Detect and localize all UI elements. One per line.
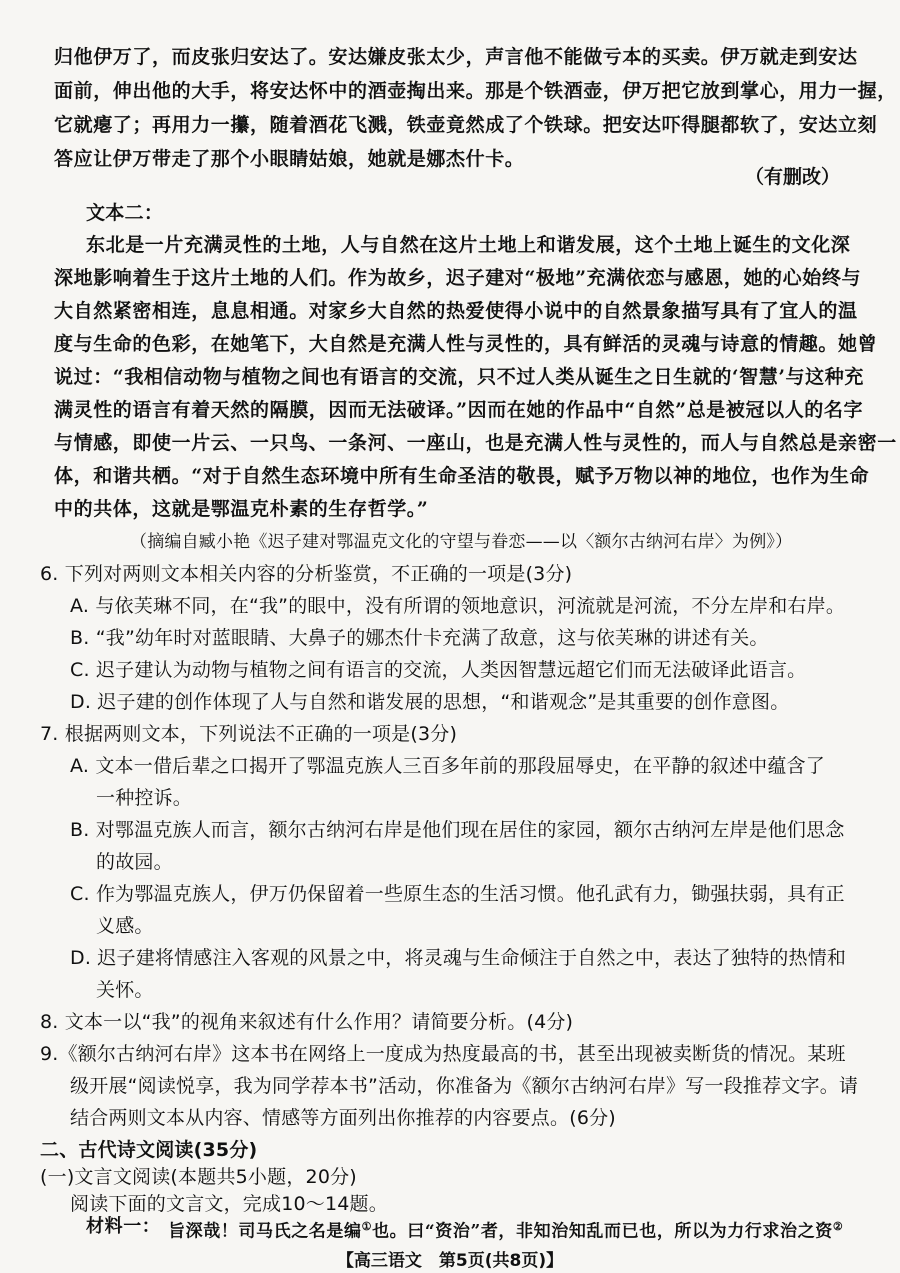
q8-stem: 8. 文本一以“我”的视角来叙述有什么作用？请简要分析。(4分) bbox=[40, 1011, 574, 1033]
classical-text-a: 旨深哉！司马氏之名是编 bbox=[168, 1221, 362, 1242]
text2-line-4: 度与生命的色彩，在她笔下，大自然是充满人性与灵性的，具有鲜活的灵魂与诗意的情趣。她曾 bbox=[54, 333, 878, 355]
q7-option-c: C. 作为鄂温克族人，伊万仍保留着一些原生态的生活习惯。他孔武有力，锄强扶弱，具有正 bbox=[70, 883, 845, 905]
text2-line-8: 体，和谐共栖。“对于自然生态环境中所有生命圣洁的敬畏，赋予万物以神的地位，也作为生命 bbox=[54, 465, 870, 487]
q7-option-a: A. 文本一借后辈之口揭开了鄂温克族人三百多年前的那段屈辱史，在平静的叙述中蕴含了 bbox=[70, 755, 825, 777]
footnote-marker-2: ② bbox=[832, 1220, 844, 1233]
q7-option-b-cont: 的故园。 bbox=[96, 851, 173, 873]
text1-line-4: 答应让伊万带走了那个小眼睛姑娘，她就是娜杰什卡。 bbox=[54, 148, 525, 170]
q7-option-d-cont: 关怀。 bbox=[96, 979, 154, 1001]
q6-stem: 6. 下列对两则文本相关内容的分析鉴赏，不正确的一项是(3分) bbox=[40, 563, 573, 585]
text2-line-3: 大自然紧密相连，息息相通。对家乡大自然的热爱使得小说中的自然景象描写具有了宜人的温 bbox=[54, 300, 858, 322]
footnote-marker-1: ① bbox=[361, 1220, 373, 1233]
q9-line-2: 级开展“阅读悦享，我为同学荐本书”活动，你准备为《额尔古纳河右岸》写一段推荐文字。请 bbox=[70, 1075, 859, 1097]
page-footer: 【高三语文 第5页(共8页)】 bbox=[336, 1251, 564, 1271]
q9-line-3: 结合两则文本从内容、情感等方面列出你推荐的内容要点。(6分) bbox=[70, 1107, 616, 1129]
q6-option-d: D. 迟子建的创作体现了人与自然和谐发展的思想，“和谐观念”是其重要的创作意图。 bbox=[70, 691, 790, 713]
q7-option-d: D. 迟子建将情感注入客观的风景之中，将灵魂与生命倾注于自然之中，表达了独特的热情和 bbox=[70, 947, 847, 969]
material-1-label: 材料一： bbox=[86, 1216, 161, 1237]
classical-text-line bbox=[168, 1214, 843, 1245]
text2-line-7: 与情感，即使一片云、一只鸟、一条河、一座山，也是充满人性与灵性的，而人与自然总是亲密一 bbox=[54, 432, 897, 454]
text2-line-6: 满灵性的语言有着天然的隔膜，因而无法破译。”因而在她的作品中“自然”总是被冠以人的名字 bbox=[54, 399, 864, 421]
q6-option-c: C. 迟子建认为动物与植物之间有语言的交流，人类因智慧远超它们而无法破译此语言。 bbox=[70, 659, 807, 681]
text2-heading: 文本二： bbox=[86, 202, 164, 224]
q7-option-a-cont: 一种控诉。 bbox=[96, 787, 193, 809]
q6-option-b: B. “我”幼年时对蓝眼睛、大鼻子的娜杰什卡充满了敌意，这与依芙琳的讲述有关。 bbox=[70, 627, 769, 649]
q7-option-c-cont: 义感。 bbox=[96, 915, 154, 937]
q6-option-a: A. 与依芙琳不同，在“我”的眼中，没有所谓的领地意识，河流就是河流，不分左岸和右岸。 bbox=[70, 595, 846, 617]
text2-line-9: 中的共体，这就是鄂温克朴素的生存哲学。” bbox=[54, 498, 429, 520]
q7-option-b: B. 对鄂温克族人而言，额尔古纳河右岸是他们现在居住的家园，额尔古纳河左岸是他们思念 bbox=[70, 819, 845, 841]
text1-revision-note: （有删改） bbox=[744, 166, 840, 188]
text1-line-3: 它就瘪了；再用力一攥，随着酒花飞溅，铁壶竟然成了个铁球。把安达吓得腿都软了，安达立刻 bbox=[54, 114, 878, 136]
text2-source: （摘编自臧小艳《迟子建对鄂温克文化的守望与眷恋——以〈额尔古纳河右岸〉为例》） bbox=[130, 532, 793, 552]
classical-text-b: 也。曰“资治”者，非知治知乱而已也，所以为力行求治之资 bbox=[372, 1221, 833, 1242]
q9-line-1: 9.《额尔古纳河右岸》这本书在网络上一度成为热度最高的书，甚至出现被卖断货的情况。某班 bbox=[40, 1043, 846, 1065]
section-2-heading: 二、古代诗文阅读(35分) bbox=[40, 1139, 258, 1161]
text2-line-2: 深地影响着生于这片土地的人们。作为故乡，迟子建对“极地”充满依恋与感恩，她的心始终与 bbox=[54, 267, 862, 289]
text1-line-2: 面前，伸出他的大手，将安达怀中的酒壶掏出来。那是个铁酒壶，伊万把它放到掌心，用力一握， bbox=[54, 80, 897, 102]
text2-line-1: 东北是一片充满灵性的土地，人与自然在这片土地上和谐发展，这个土地上诞生的文化深 bbox=[86, 234, 851, 256]
reading-instruction: 阅读下面的文言文，完成10～14题。 bbox=[70, 1193, 388, 1215]
q7-stem: 7. 根据两则文本，下列说法不正确的一项是(3分) bbox=[40, 723, 458, 745]
text1-line-1: 归他伊万了，而皮张归安达了。安达嫌皮张太少，声言他不能做亏本的买卖。伊万就走到安达 bbox=[54, 46, 858, 68]
text2-line-5: 说过：“我相信动物与植物之间也有语言的交流，只不过人类从诞生之日生就的‘智慧’与这种充 bbox=[54, 366, 864, 388]
subsection-1-heading: (一)文言文阅读(本题共5小题，20分) bbox=[40, 1166, 357, 1188]
